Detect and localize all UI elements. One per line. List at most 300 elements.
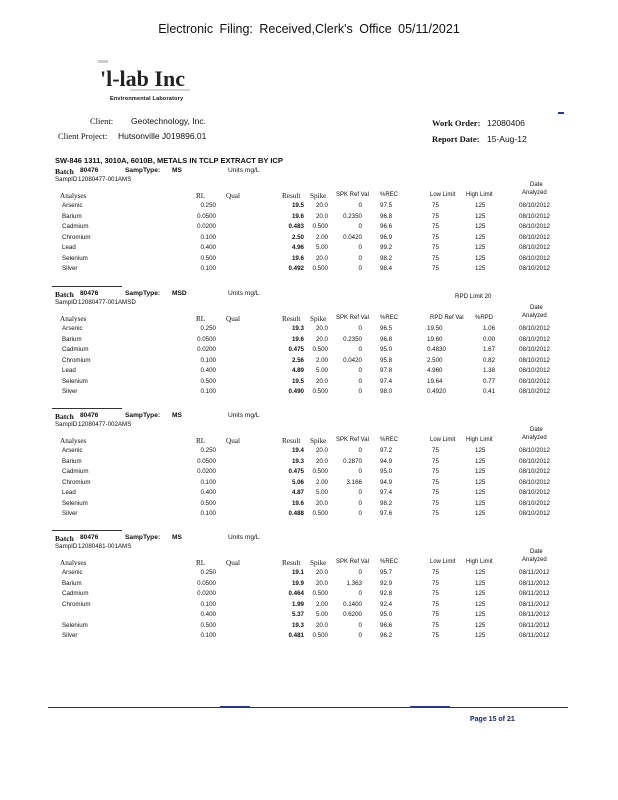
cell-rec: 95.7 [380, 569, 393, 576]
cell-rl: 0.400 [200, 611, 216, 618]
batch-number: 80476 [80, 412, 99, 419]
col-header-low: Low Limit [430, 559, 456, 565]
cell-low-limit: 75 [432, 223, 439, 230]
cell-rpd-ref: 19.60 [427, 335, 443, 343]
cell-spike: 0.500 [312, 632, 328, 639]
cell-spike: 20.0 [315, 447, 328, 454]
cell-date-analyzed: 08/10/2012 [519, 510, 550, 517]
cell-low-limit: 75 [432, 244, 439, 251]
table-row [0, 601, 618, 611]
col-header-spike: Spike [310, 437, 327, 445]
cell-result: 19.3 [291, 621, 304, 629]
cell-analyte: Barium [62, 579, 82, 587]
sampid-value: 12080477-002AMS [78, 421, 132, 428]
cell-high-limit: 125 [475, 611, 486, 618]
cell-low-limit: 75 [432, 590, 439, 597]
cell-high-limit: 125 [475, 478, 486, 486]
cell-spk-ref: 0 [358, 254, 362, 262]
cell-rec: 96.8 [380, 335, 393, 343]
cell-rl: 0.0500 [197, 212, 216, 220]
cell-spk-ref: 0 [358, 367, 362, 374]
samptype-label: SampType: [125, 412, 161, 419]
cell-rec: 92.9 [380, 579, 393, 587]
samptype-label: SampType: [125, 167, 161, 174]
cell-low-limit: 75 [432, 499, 439, 507]
cell-result: 0.492 [288, 265, 304, 272]
table-row [0, 367, 618, 377]
col-header-high: High Limit [466, 559, 493, 565]
cell-rl: 0.0500 [197, 457, 216, 465]
cell-rec: 96.6 [380, 223, 393, 230]
samptype-label: SampType: [125, 534, 161, 541]
cell-low-limit: 75 [432, 202, 439, 209]
cell-spike: 20.0 [315, 325, 328, 332]
cell-high-limit: 125 [475, 590, 486, 597]
cell-rl: 0.0200 [197, 346, 216, 353]
report-date-value: 15-Aug-12 [487, 134, 527, 144]
cell-analyte: Cadmium [62, 223, 89, 230]
cell-low-limit: 75 [432, 510, 439, 517]
cell-rec: 99.2 [380, 244, 393, 251]
table-row [0, 244, 618, 254]
cell-low-limit: 75 [432, 233, 439, 241]
cell-rpd-ref: 2.500 [427, 356, 443, 364]
col-header-date: Date [530, 305, 543, 311]
table-row [0, 569, 618, 579]
col-header-high: High Limit [466, 437, 493, 443]
cell-rec: 96.5 [380, 325, 393, 332]
cell-analyte: Barium [62, 457, 82, 465]
cell-rpd-ref: 19.64 [427, 377, 443, 385]
cell-rl: 0.100 [200, 388, 216, 395]
table-row [0, 489, 618, 499]
units-label: Units mg/L [228, 290, 260, 297]
cell-analyte: Arsenic [62, 325, 83, 332]
margin-mark [558, 112, 564, 114]
cell-rec: 97.4 [380, 377, 393, 385]
cell-date-analyzed: 08/11/2012 [519, 621, 550, 629]
cell-date-analyzed: 08/11/2012 [519, 632, 550, 639]
col-header-result: Result [282, 437, 301, 445]
table-row [0, 632, 618, 642]
cell-spike: 5.00 [315, 244, 328, 251]
cell-rec: 95.0 [380, 611, 393, 618]
cell-analyte: Lead [62, 367, 76, 374]
cell-result: 0.481 [288, 632, 304, 639]
cell-rpd: 1.38 [483, 367, 496, 374]
table-row [0, 458, 618, 468]
col-header-rpdref: RPD Ref Val [430, 315, 464, 321]
cell-high-limit: 125 [475, 510, 486, 517]
cell-spk-ref: 0 [358, 223, 362, 230]
footer-accent [410, 706, 450, 708]
cell-result: 19.3 [291, 325, 304, 332]
cell-spike: 5.00 [315, 489, 328, 496]
cell-analyte: Silver [62, 388, 78, 395]
cell-spike: 20.0 [315, 202, 328, 209]
cell-spk-ref: 0 [358, 468, 362, 475]
cell-spike: 0.500 [312, 265, 328, 272]
cell-rpd-ref: 0.4830 [427, 346, 446, 353]
col-header-rec: %REC [380, 559, 399, 565]
cell-date-analyzed: 08/10/2012 [519, 367, 550, 374]
col-header-date: Date [530, 427, 543, 433]
cell-rec: 97.4 [380, 489, 393, 496]
col-header-result: Result [282, 559, 301, 567]
cell-high-limit: 125 [475, 600, 486, 608]
col-header-spike: Spike [310, 315, 327, 323]
table-row [0, 388, 618, 398]
table-row [0, 336, 618, 346]
cell-spk-ref: 0.0420 [343, 356, 362, 364]
table-row [0, 611, 618, 621]
cell-spike: 20.0 [315, 254, 328, 262]
cell-rec: 94.9 [380, 478, 393, 486]
cell-date-analyzed: 08/10/2012 [519, 223, 550, 230]
cell-rl: 0.100 [200, 632, 216, 639]
cell-rpd: 1.06 [483, 325, 496, 332]
cell-rl: 0.100 [200, 233, 216, 241]
cell-spike: 0.500 [312, 510, 328, 517]
cell-rec: 95.0 [380, 346, 393, 353]
samptype-value: MSD [172, 290, 187, 297]
cell-result: 0.475 [288, 468, 304, 475]
table-row [0, 223, 618, 233]
cell-low-limit: 75 [432, 478, 439, 486]
cell-result: 19.6 [291, 335, 304, 343]
cell-spike: 20.0 [315, 569, 328, 576]
cell-analyte: Chromium [62, 233, 91, 241]
cell-spike: 5.00 [315, 367, 328, 374]
batch-number: 80476 [80, 290, 99, 297]
cell-rec: 98.0 [380, 388, 393, 395]
cell-high-limit: 125 [475, 499, 486, 507]
cell-spike: 2.00 [315, 600, 328, 608]
sampid-label: SampID [55, 543, 78, 550]
cell-rec: 95.0 [380, 468, 393, 475]
section-rule [52, 530, 122, 531]
page-number: Page 15 of 21 [470, 716, 515, 723]
cell-date-analyzed: 08/10/2012 [519, 489, 550, 496]
cell-spk-ref: 0 [358, 244, 362, 251]
cell-spike: 0.500 [312, 388, 328, 395]
table-row [0, 346, 618, 356]
cell-spk-ref: 0.2350 [343, 335, 362, 343]
cell-spike: 20.0 [315, 579, 328, 587]
cell-spk-ref: 0 [358, 499, 362, 507]
cell-spk-ref: 0 [358, 621, 362, 629]
cell-rl: 0.250 [200, 325, 216, 332]
cell-rpd: 0.41 [483, 388, 496, 395]
cell-rpd-ref: 19.50 [427, 325, 443, 332]
cell-high-limit: 125 [475, 223, 486, 230]
cell-date-analyzed: 08/10/2012 [519, 468, 550, 475]
cell-high-limit: 125 [475, 244, 486, 251]
cell-analyte: Cadmium [62, 590, 89, 597]
cell-rec: 98.2 [380, 499, 393, 507]
col-header-result: Result [282, 315, 301, 323]
units-label: Units mg/L [228, 534, 260, 541]
units-label: Units mg/L [228, 412, 260, 419]
cell-high-limit: 125 [475, 457, 486, 465]
cell-result: 0.490 [288, 388, 304, 395]
col-header-spkref: SPK Ref Val [336, 192, 369, 198]
table-row [0, 510, 618, 520]
col-header-rl: RL [196, 192, 206, 200]
cell-analyte: Selenium [62, 377, 88, 385]
section-rule [52, 408, 122, 409]
cell-rl: 0.400 [200, 244, 216, 251]
cell-date-analyzed: 08/11/2012 [519, 579, 550, 587]
cell-analyte: Barium [62, 212, 82, 220]
col-header-spkref: SPK Ref Val [336, 315, 369, 321]
cell-rec: 98.4 [380, 265, 393, 272]
cell-rl: 0.0200 [197, 223, 216, 230]
cell-spk-ref: 0 [358, 569, 362, 576]
cell-analyte: Selenium [62, 254, 88, 262]
cell-low-limit: 75 [432, 489, 439, 496]
table-row [0, 447, 618, 457]
cell-date-analyzed: 08/10/2012 [519, 457, 550, 465]
cell-analyte: Arsenic [62, 202, 83, 209]
sampid-value: 12080481-001AMS [78, 543, 132, 550]
cell-result: 19.6 [291, 254, 304, 262]
cell-spk-ref: 0 [358, 346, 362, 353]
cell-spk-ref: 0.1400 [343, 600, 362, 608]
project-value: Hutsonville J019896.01 [118, 131, 207, 141]
cell-result: 0.488 [288, 510, 304, 517]
cell-spike: 20.0 [315, 335, 328, 343]
cell-rl: 0.0200 [197, 590, 216, 597]
cell-date-analyzed: 08/10/2012 [519, 265, 550, 272]
table-row [0, 213, 618, 223]
cell-rpd-ref: 0.4920 [427, 388, 446, 395]
cell-date-analyzed: 08/10/2012 [519, 478, 550, 486]
table-row [0, 580, 618, 590]
cell-spike: 5.00 [315, 611, 328, 618]
cell-high-limit: 125 [475, 202, 486, 209]
sampid-label: SampID [55, 421, 78, 428]
cell-date-analyzed: 08/10/2012 [519, 202, 550, 209]
col-header-rec: %REC [380, 315, 399, 321]
batch-number: 80476 [80, 167, 99, 174]
cell-high-limit: 125 [475, 569, 486, 576]
batch-label: Batch [55, 290, 74, 299]
cell-rl: 0.0500 [197, 579, 216, 587]
cell-spike: 20.0 [315, 621, 328, 629]
cell-rec: 92.4 [380, 600, 393, 608]
cell-rec: 92.8 [380, 590, 393, 597]
col-header-low: Low Limit [430, 192, 456, 198]
cell-analyte: Silver [62, 632, 78, 639]
cell-result: 0.475 [288, 346, 304, 353]
cell-analyte: Silver [62, 510, 78, 517]
cell-low-limit: 75 [432, 212, 439, 220]
cell-high-limit: 125 [475, 489, 486, 496]
cell-analyte: Selenium [62, 499, 88, 507]
col-header-qual: Qual [226, 559, 240, 567]
samptype-label: SampType: [125, 290, 161, 297]
cell-date-analyzed: 08/11/2012 [519, 569, 550, 576]
cell-rl: 0.100 [200, 510, 216, 517]
cell-date-analyzed: 08/10/2012 [519, 254, 550, 262]
col-header-spike: Spike [310, 192, 327, 200]
client-value: Geotechnology, Inc. [131, 116, 206, 126]
cell-rec: 94.9 [380, 457, 393, 465]
col-header-spkref: SPK Ref Val [336, 559, 369, 565]
table-row [0, 468, 618, 478]
col-header-date: Date [530, 182, 543, 188]
footer-rule [48, 707, 568, 708]
cell-rl: 0.400 [200, 367, 216, 374]
cell-rl: 0.250 [200, 447, 216, 454]
cell-analyte: Chromium [62, 478, 91, 486]
cell-result: 19.1 [291, 569, 304, 576]
cell-low-limit: 75 [432, 579, 439, 587]
cell-spike: 0.500 [312, 590, 328, 597]
col-header-analyzed: Analyzed [522, 557, 547, 563]
units-label: Units mg/L [228, 167, 260, 174]
sampid-label: SampID [55, 299, 78, 306]
cell-rl: 0.100 [200, 600, 216, 608]
cell-low-limit: 75 [432, 600, 439, 608]
samptype-value: MS [172, 412, 182, 419]
cell-date-analyzed: 08/10/2012 [519, 388, 550, 395]
cell-date-analyzed: 08/10/2012 [519, 346, 550, 353]
table-row [0, 357, 618, 367]
cell-spk-ref: 0 [358, 590, 362, 597]
project-label: Client Project: [58, 131, 108, 141]
logo-text: 'l-lab Inc [100, 66, 185, 91]
cell-result: 2.56 [291, 356, 304, 364]
cell-result: 0.464 [288, 590, 304, 597]
cell-rec: 97.8 [380, 367, 393, 374]
cell-low-limit: 75 [432, 457, 439, 465]
col-header-analyses: Analyses [60, 192, 87, 200]
col-header-high: High Limit [466, 192, 493, 198]
table-row [0, 234, 618, 244]
col-header-qual: Qual [226, 192, 240, 200]
col-header-analyzed: Analyzed [522, 313, 547, 319]
cell-rec: 97.2 [380, 447, 393, 454]
table-row [0, 622, 618, 632]
cell-rl: 0.250 [200, 202, 216, 209]
cell-low-limit: 75 [432, 611, 439, 618]
col-header-qual: Qual [226, 315, 240, 323]
cell-result: 19.5 [291, 377, 304, 385]
cell-rec: 95.8 [380, 356, 393, 364]
cell-date-analyzed: 08/10/2012 [519, 325, 550, 332]
cell-spk-ref: 1.363 [346, 579, 362, 587]
col-header-date: Date [530, 549, 543, 555]
cell-rl: 0.500 [200, 254, 216, 262]
cell-date-analyzed: 08/10/2012 [519, 499, 550, 507]
cell-result: 1.99 [291, 600, 304, 608]
cell-high-limit: 125 [475, 212, 486, 220]
cell-rec: 97.5 [380, 202, 393, 209]
cell-rl: 0.0200 [197, 468, 216, 475]
cell-spk-ref: 0 [358, 510, 362, 517]
sampid-value: 12080477-001AMSD [78, 299, 136, 306]
cell-spk-ref: 0 [358, 447, 362, 454]
cell-rec: 97.6 [380, 510, 393, 517]
cell-spike: 2.00 [315, 356, 328, 364]
samptype-value: MS [172, 534, 182, 541]
col-header-analyzed: Analyzed [522, 435, 547, 441]
cell-date-analyzed: 08/10/2012 [519, 244, 550, 251]
cell-date-analyzed: 08/10/2012 [519, 212, 550, 220]
cell-spike: 0.500 [312, 346, 328, 353]
cell-rl: 0.100 [200, 478, 216, 486]
cell-rpd-ref: 4.960 [427, 367, 443, 374]
cell-spike: 0.500 [312, 468, 328, 475]
cell-high-limit: 125 [475, 265, 486, 272]
cell-result: 4.96 [291, 244, 304, 251]
cell-result: 19.3 [291, 457, 304, 465]
batch-label: Batch [55, 412, 74, 421]
col-header-rpd: %RPD [475, 315, 494, 321]
col-header-spike: Spike [310, 559, 327, 567]
cell-spike: 2.00 [315, 233, 328, 241]
cell-date-analyzed: 08/10/2012 [519, 377, 550, 385]
col-header-analyses: Analyses [60, 315, 87, 323]
col-header-analyzed: Analyzed [522, 190, 547, 196]
rpd-limit: RPD Limit 20 [455, 293, 492, 300]
report-date-label: Report Date: [432, 134, 480, 144]
table-row [0, 265, 618, 275]
cell-high-limit: 125 [475, 632, 486, 639]
cell-rpd: 0.00 [483, 335, 496, 343]
cell-analyte: Lead [62, 244, 76, 251]
cell-rl: 0.100 [200, 356, 216, 364]
table-row [0, 202, 618, 212]
col-header-rl: RL [196, 559, 206, 567]
cell-rpd: 0.82 [483, 356, 496, 364]
cell-rec: 98.2 [380, 254, 393, 262]
cell-spk-ref: 0 [358, 265, 362, 272]
cell-low-limit: 75 [432, 621, 439, 629]
method-title: SW-846 1311, 3010A, 6010B, METALS IN TCLP EXTRACT BY ICP [55, 156, 283, 165]
cell-result: 2.50 [291, 233, 304, 241]
cell-high-limit: 125 [475, 254, 486, 262]
cell-date-analyzed: 08/11/2012 [519, 600, 550, 608]
cell-result: 19.5 [291, 202, 304, 209]
table-row [0, 590, 618, 600]
cell-high-limit: 125 [475, 233, 486, 241]
cell-rl: 0.500 [200, 377, 216, 385]
cell-spk-ref: 0.2870 [343, 457, 362, 465]
col-header-rl: RL [196, 437, 206, 445]
cell-result: 19.6 [291, 499, 304, 507]
cell-high-limit: 125 [475, 579, 486, 587]
table-row [0, 500, 618, 510]
sampid-label: SampID [55, 176, 78, 183]
cell-rpd: 1.67 [483, 346, 496, 353]
cell-date-analyzed: 08/10/2012 [519, 233, 550, 241]
cell-low-limit: 75 [432, 569, 439, 576]
col-header-spkref: SPK Ref Val [336, 437, 369, 443]
col-header-analyses: Analyses [60, 437, 87, 445]
cell-result: 5.37 [291, 611, 304, 618]
cell-rl: 0.400 [200, 489, 216, 496]
table-row [0, 255, 618, 265]
cell-high-limit: 125 [475, 468, 486, 475]
cell-rec: 96.8 [380, 212, 393, 220]
table-row [0, 479, 618, 489]
cell-spk-ref: 0 [358, 388, 362, 395]
batch-label: Batch [55, 534, 74, 543]
work-order-value: 12080406 [487, 118, 525, 128]
